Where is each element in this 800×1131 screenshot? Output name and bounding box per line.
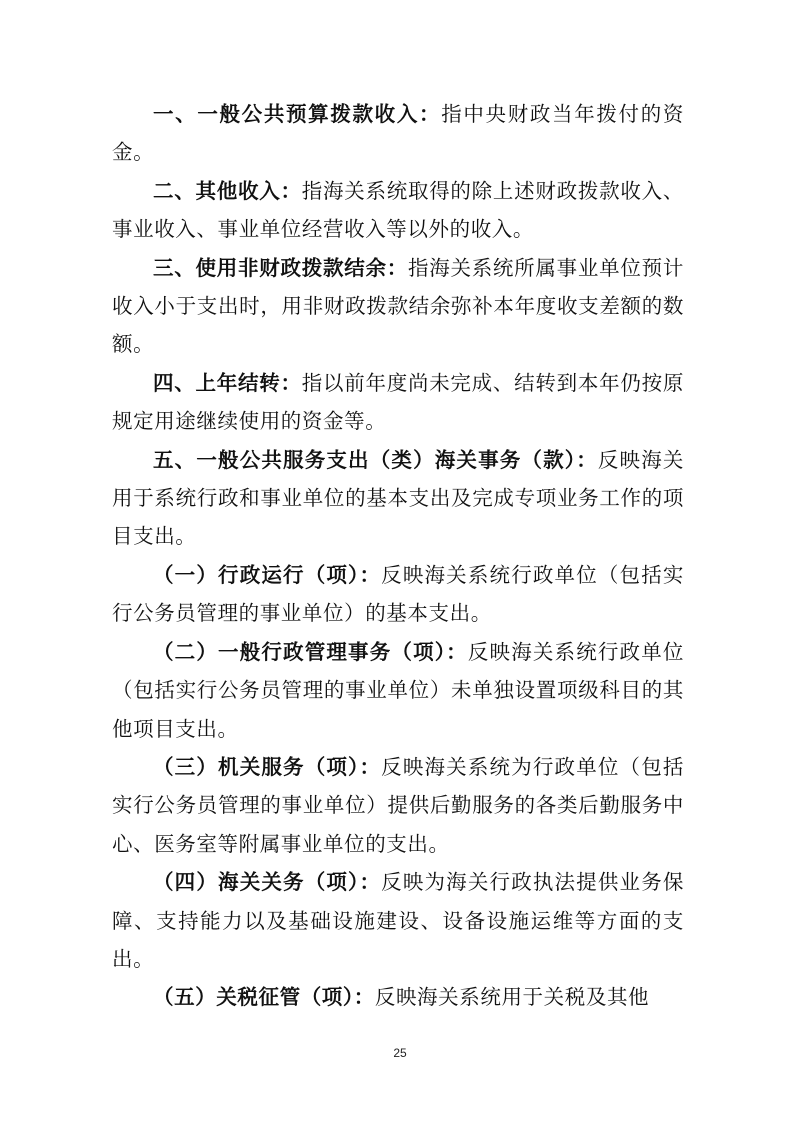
paragraph-customs-operations xyxy=(112,863,684,978)
term-label: （三）机关服务（项）： xyxy=(153,754,382,779)
term-label: 二、其他收入： xyxy=(153,178,302,203)
term-definition: 反映海关系统用于关税及其他 xyxy=(374,985,650,1010)
term-definition: 反映海关用于系统行政和事业单位的基本支出及完成专项业务工作的项目支出。 xyxy=(112,447,684,549)
term-definition: 反映海关系统为行政单位（包括实行公务员管理的事业单位）提供后勤服务的各类后勤服务中心、医务室等附属事业单位的支出。 xyxy=(112,754,684,856)
paragraph-administrative-operation xyxy=(112,556,684,633)
paragraph-other-revenue xyxy=(112,172,684,249)
term-definition: 指中央财政当年拨付的资金。 xyxy=(112,102,684,165)
term-label: （二）一般行政管理事务（项）： xyxy=(153,639,468,664)
term-label: （四）海关关务（项）： xyxy=(153,870,382,895)
paragraph-non-fiscal-surplus xyxy=(112,249,684,364)
paragraph-general-budget-revenue xyxy=(112,95,684,172)
term-definition: 指海关系统取得的除上述财政拨款收入、事业收入、事业单位经营收入等以外的收入。 xyxy=(112,178,684,242)
page-number: 25 xyxy=(393,1046,407,1060)
paragraph-general-administration xyxy=(112,633,684,748)
term-definition: 指以前年度尚未完成、结转到本年仍按原规定用途继续使用的资金等。 xyxy=(112,370,684,434)
term-label: 四、上年结转： xyxy=(153,370,302,395)
paragraph-tariff-collection xyxy=(112,978,684,1016)
term-definition: 指海关系统所属事业单位预计收入小于支出时，用非财政拨款结余弥补本年度收支差额的数额。 xyxy=(112,255,684,357)
paragraph-customs-affairs-expenditure xyxy=(112,441,684,556)
document-body xyxy=(112,95,684,1017)
term-label: 三、使用非财政拨款结余： xyxy=(153,255,408,280)
term-definition: 反映海关系统行政单位（包括实行公务员管理的事业单位）未单独设置项级科目的其他项目支出。 xyxy=(112,639,684,741)
term-label: 一、一般公共预算拨款收入： xyxy=(153,102,442,126)
paragraph-prior-year-carryover xyxy=(112,364,684,441)
paragraph-institutional-services xyxy=(112,748,684,863)
term-definition: 反映海关系统行政单位（包括实行公务员管理的事业单位）的基本支出。 xyxy=(112,562,684,626)
term-label: （一）行政运行（项）： xyxy=(153,562,382,587)
term-definition: 反映为海关行政执法提供业务保障、支持能力以及基础设施建设、设备设施运维等方面的支出。 xyxy=(112,870,684,971)
term-label: 五、一般公共服务支出（类）海关事务（款）： xyxy=(153,447,598,472)
term-label: （五）关税征管（项）： xyxy=(153,985,375,1010)
